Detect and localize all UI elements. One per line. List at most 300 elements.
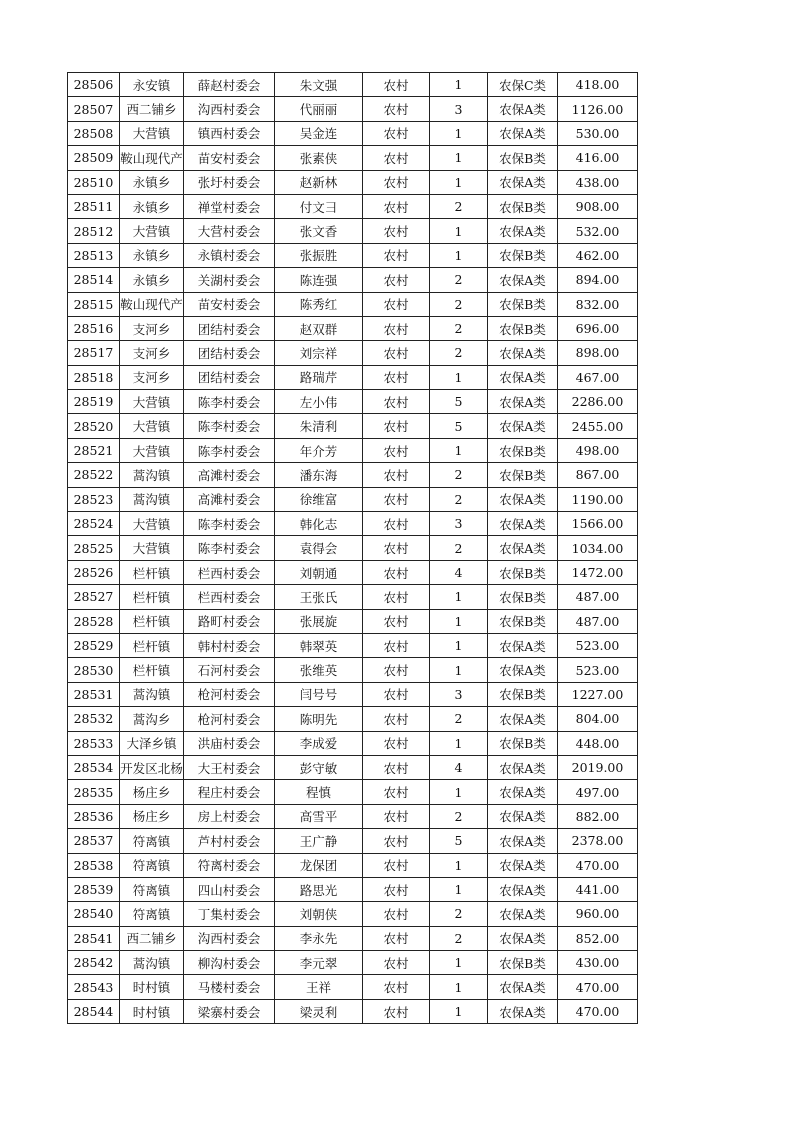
area-type-cell: 农村 [363, 731, 430, 755]
insurance-category-cell: 农保A类 [488, 829, 558, 853]
village-committee-cell: 团结村委会 [184, 341, 275, 365]
household-count-cell: 2 [430, 804, 488, 828]
village-committee-cell: 苗安村委会 [184, 292, 275, 316]
table-row [68, 560, 638, 584]
person-name-cell: 彭守敏 [275, 755, 363, 779]
household-count-cell: 1 [430, 658, 488, 682]
amount-cell: 867.00 [558, 463, 638, 487]
area-type-cell: 农村 [363, 170, 430, 194]
table-row [68, 463, 638, 487]
record-id-cell: 28541 [68, 926, 120, 950]
village-committee-cell: 团结村委会 [184, 365, 275, 389]
record-id-cell: 28534 [68, 755, 120, 779]
amount-cell: 2286.00 [558, 390, 638, 414]
insurance-category-cell: 农保B类 [488, 438, 558, 462]
person-name-cell: 王张氏 [275, 585, 363, 609]
table-row [68, 951, 638, 975]
record-id-cell: 28531 [68, 682, 120, 706]
town-cell: 永镇乡 [120, 268, 184, 292]
insurance-category-cell: 农保A类 [488, 390, 558, 414]
amount-cell: 416.00 [558, 146, 638, 170]
area-type-cell: 农村 [363, 877, 430, 901]
person-name-cell: 刘宗祥 [275, 341, 363, 365]
town-cell: 大营镇 [120, 536, 184, 560]
town-cell: 开发区北杨 [120, 755, 184, 779]
area-type-cell: 农村 [363, 316, 430, 340]
household-count-cell: 2 [430, 341, 488, 365]
town-cell: 大营镇 [120, 390, 184, 414]
amount-cell: 1190.00 [558, 487, 638, 511]
town-cell: 栏杆镇 [120, 585, 184, 609]
person-name-cell: 程慎 [275, 780, 363, 804]
person-name-cell: 朱清利 [275, 414, 363, 438]
insurance-category-cell: 农保B类 [488, 682, 558, 706]
area-type-cell: 农村 [363, 146, 430, 170]
area-type-cell: 农村 [363, 975, 430, 999]
village-committee-cell: 梁寨村委会 [184, 999, 275, 1023]
town-cell: 符离镇 [120, 902, 184, 926]
area-type-cell: 农村 [363, 292, 430, 316]
area-type-cell: 农村 [363, 560, 430, 584]
insurance-category-cell: 农保B类 [488, 731, 558, 755]
person-name-cell: 张展旋 [275, 609, 363, 633]
town-cell: 大营镇 [120, 512, 184, 536]
town-cell: 鞍山现代产 [120, 292, 184, 316]
area-type-cell: 农村 [363, 902, 430, 926]
person-name-cell: 龙保团 [275, 853, 363, 877]
household-count-cell: 5 [430, 414, 488, 438]
village-committee-cell: 苗安村委会 [184, 146, 275, 170]
person-name-cell: 张维英 [275, 658, 363, 682]
area-type-cell: 农村 [363, 658, 430, 682]
amount-cell: 1034.00 [558, 536, 638, 560]
record-id-cell: 28522 [68, 463, 120, 487]
person-name-cell: 王祥 [275, 975, 363, 999]
insurance-category-cell: 农保A类 [488, 487, 558, 511]
household-count-cell: 2 [430, 268, 488, 292]
household-count-cell: 3 [430, 97, 488, 121]
town-cell: 栏杆镇 [120, 658, 184, 682]
village-committee-cell: 陈李村委会 [184, 438, 275, 462]
town-cell: 符离镇 [120, 877, 184, 901]
record-id-cell: 28508 [68, 121, 120, 145]
area-type-cell: 农村 [363, 829, 430, 853]
village-committee-cell: 程庄村委会 [184, 780, 275, 804]
insurance-category-cell: 农保B类 [488, 463, 558, 487]
record-id-cell: 28526 [68, 560, 120, 584]
insurance-category-cell: 农保A类 [488, 658, 558, 682]
insurance-category-cell: 农保B类 [488, 243, 558, 267]
household-count-cell: 2 [430, 487, 488, 511]
records-table [67, 72, 638, 1024]
area-type-cell: 农村 [363, 707, 430, 731]
amount-cell: 441.00 [558, 877, 638, 901]
amount-cell: 1227.00 [558, 682, 638, 706]
insurance-category-cell: 农保A类 [488, 97, 558, 121]
village-committee-cell: 马楼村委会 [184, 975, 275, 999]
record-id-cell: 28539 [68, 877, 120, 901]
town-cell: 支河乡 [120, 316, 184, 340]
insurance-category-cell: 农保A类 [488, 633, 558, 657]
insurance-category-cell: 农保A类 [488, 999, 558, 1023]
household-count-cell: 5 [430, 829, 488, 853]
table-row [68, 585, 638, 609]
household-count-cell: 2 [430, 463, 488, 487]
person-name-cell: 李成爱 [275, 731, 363, 755]
record-id-cell: 28521 [68, 438, 120, 462]
area-type-cell: 农村 [363, 73, 430, 97]
table-row [68, 658, 638, 682]
household-count-cell: 2 [430, 292, 488, 316]
insurance-category-cell: 农保B类 [488, 316, 558, 340]
person-name-cell: 朱文强 [275, 73, 363, 97]
village-committee-cell: 陈李村委会 [184, 536, 275, 560]
record-id-cell: 28529 [68, 633, 120, 657]
person-name-cell: 陈明先 [275, 707, 363, 731]
insurance-category-cell: 农保B类 [488, 292, 558, 316]
record-id-cell: 28514 [68, 268, 120, 292]
town-cell: 永镇乡 [120, 170, 184, 194]
town-cell: 杨庄乡 [120, 780, 184, 804]
household-count-cell: 2 [430, 316, 488, 340]
village-committee-cell: 团结村委会 [184, 316, 275, 340]
table-row [68, 902, 638, 926]
town-cell: 栏杆镇 [120, 560, 184, 584]
amount-cell: 498.00 [558, 438, 638, 462]
amount-cell: 523.00 [558, 633, 638, 657]
insurance-category-cell: 农保A类 [488, 536, 558, 560]
record-id-cell: 28524 [68, 512, 120, 536]
record-id-cell: 28520 [68, 414, 120, 438]
household-count-cell: 1 [430, 121, 488, 145]
person-name-cell: 韩翠英 [275, 633, 363, 657]
town-cell: 栏杆镇 [120, 633, 184, 657]
town-cell: 大营镇 [120, 219, 184, 243]
insurance-category-cell: 农保A类 [488, 341, 558, 365]
village-committee-cell: 镇西村委会 [184, 121, 275, 145]
village-committee-cell: 薛赵村委会 [184, 73, 275, 97]
record-id-cell: 28544 [68, 999, 120, 1023]
household-count-cell: 1 [430, 146, 488, 170]
table-row [68, 804, 638, 828]
table-row [68, 877, 638, 901]
amount-cell: 1126.00 [558, 97, 638, 121]
person-name-cell: 左小伟 [275, 390, 363, 414]
insurance-category-cell: 农保C类 [488, 73, 558, 97]
area-type-cell: 农村 [363, 219, 430, 243]
area-type-cell: 农村 [363, 585, 430, 609]
village-committee-cell: 芦村村委会 [184, 829, 275, 853]
household-count-cell: 1 [430, 999, 488, 1023]
village-committee-cell: 栏西村委会 [184, 560, 275, 584]
amount-cell: 2019.00 [558, 755, 638, 779]
area-type-cell: 农村 [363, 755, 430, 779]
village-committee-cell: 丁集村委会 [184, 902, 275, 926]
area-type-cell: 农村 [363, 999, 430, 1023]
table-row [68, 536, 638, 560]
amount-cell: 462.00 [558, 243, 638, 267]
town-cell: 栏杆镇 [120, 609, 184, 633]
insurance-category-cell: 农保B类 [488, 146, 558, 170]
record-id-cell: 28512 [68, 219, 120, 243]
insurance-category-cell: 农保A类 [488, 365, 558, 389]
household-count-cell: 2 [430, 926, 488, 950]
person-name-cell: 王广静 [275, 829, 363, 853]
area-type-cell: 农村 [363, 780, 430, 804]
person-name-cell: 刘朝侠 [275, 902, 363, 926]
table-row [68, 390, 638, 414]
amount-cell: 470.00 [558, 975, 638, 999]
village-committee-cell: 高滩村委会 [184, 487, 275, 511]
insurance-category-cell: 农保A类 [488, 219, 558, 243]
town-cell: 蒿沟镇 [120, 951, 184, 975]
insurance-category-cell: 农保A类 [488, 975, 558, 999]
record-id-cell: 28542 [68, 951, 120, 975]
amount-cell: 487.00 [558, 609, 638, 633]
village-committee-cell: 高滩村委会 [184, 463, 275, 487]
person-name-cell: 年介芳 [275, 438, 363, 462]
area-type-cell: 农村 [363, 682, 430, 706]
record-id-cell: 28511 [68, 194, 120, 218]
household-count-cell: 2 [430, 902, 488, 926]
record-id-cell: 28527 [68, 585, 120, 609]
person-name-cell: 代丽丽 [275, 97, 363, 121]
insurance-category-cell: 农保A类 [488, 414, 558, 438]
table-row [68, 926, 638, 950]
amount-cell: 882.00 [558, 804, 638, 828]
town-cell: 蒿沟镇 [120, 682, 184, 706]
table-row [68, 682, 638, 706]
town-cell: 大营镇 [120, 414, 184, 438]
person-name-cell: 张文香 [275, 219, 363, 243]
amount-cell: 467.00 [558, 365, 638, 389]
insurance-category-cell: 农保A类 [488, 926, 558, 950]
village-committee-cell: 路町村委会 [184, 609, 275, 633]
area-type-cell: 农村 [363, 804, 430, 828]
person-name-cell: 高雪平 [275, 804, 363, 828]
record-id-cell: 28525 [68, 536, 120, 560]
insurance-category-cell: 农保B类 [488, 560, 558, 584]
record-id-cell: 28519 [68, 390, 120, 414]
insurance-category-cell: 农保B类 [488, 585, 558, 609]
amount-cell: 430.00 [558, 951, 638, 975]
insurance-category-cell: 农保B类 [488, 951, 558, 975]
household-count-cell: 1 [430, 951, 488, 975]
insurance-category-cell: 农保A类 [488, 268, 558, 292]
town-cell: 大营镇 [120, 121, 184, 145]
table-row [68, 755, 638, 779]
village-committee-cell: 大营村委会 [184, 219, 275, 243]
person-name-cell: 韩化志 [275, 512, 363, 536]
town-cell: 支河乡 [120, 341, 184, 365]
table-row [68, 853, 638, 877]
insurance-category-cell: 农保A类 [488, 121, 558, 145]
amount-cell: 523.00 [558, 658, 638, 682]
area-type-cell: 农村 [363, 633, 430, 657]
household-count-cell: 1 [430, 633, 488, 657]
town-cell: 鞍山现代产 [120, 146, 184, 170]
household-count-cell: 1 [430, 585, 488, 609]
table-row [68, 780, 638, 804]
person-name-cell: 陈秀红 [275, 292, 363, 316]
village-committee-cell: 石河村委会 [184, 658, 275, 682]
town-cell: 蒿沟镇 [120, 463, 184, 487]
area-type-cell: 农村 [363, 512, 430, 536]
record-id-cell: 28510 [68, 170, 120, 194]
town-cell: 符离镇 [120, 853, 184, 877]
person-name-cell: 李元翠 [275, 951, 363, 975]
area-type-cell: 农村 [363, 243, 430, 267]
table-row [68, 341, 638, 365]
household-count-cell: 1 [430, 170, 488, 194]
table-row [68, 292, 638, 316]
table-row [68, 121, 638, 145]
person-name-cell: 刘朝通 [275, 560, 363, 584]
person-name-cell: 潘东海 [275, 463, 363, 487]
town-cell: 永镇乡 [120, 243, 184, 267]
record-id-cell: 28516 [68, 316, 120, 340]
village-committee-cell: 陈李村委会 [184, 512, 275, 536]
record-id-cell: 28530 [68, 658, 120, 682]
record-id-cell: 28543 [68, 975, 120, 999]
amount-cell: 532.00 [558, 219, 638, 243]
household-count-cell: 1 [430, 365, 488, 389]
village-committee-cell: 沟西村委会 [184, 926, 275, 950]
person-name-cell: 路瑞芹 [275, 365, 363, 389]
village-committee-cell: 禅堂村委会 [184, 194, 275, 218]
household-count-cell: 1 [430, 853, 488, 877]
area-type-cell: 农村 [363, 268, 430, 292]
table-row [68, 316, 638, 340]
table-row [68, 73, 638, 97]
area-type-cell: 农村 [363, 365, 430, 389]
village-committee-cell: 韩村村委会 [184, 633, 275, 657]
person-name-cell: 赵双群 [275, 316, 363, 340]
area-type-cell: 农村 [363, 121, 430, 145]
household-count-cell: 1 [430, 243, 488, 267]
record-id-cell: 28518 [68, 365, 120, 389]
town-cell: 时村镇 [120, 999, 184, 1023]
table-row [68, 97, 638, 121]
insurance-category-cell: 农保A类 [488, 853, 558, 877]
household-count-cell: 2 [430, 707, 488, 731]
record-id-cell: 28533 [68, 731, 120, 755]
area-type-cell: 农村 [363, 926, 430, 950]
person-name-cell: 徐维富 [275, 487, 363, 511]
amount-cell: 2455.00 [558, 414, 638, 438]
record-id-cell: 28513 [68, 243, 120, 267]
record-id-cell: 28537 [68, 829, 120, 853]
household-count-cell: 1 [430, 438, 488, 462]
insurance-category-cell: 农保A类 [488, 877, 558, 901]
amount-cell: 470.00 [558, 999, 638, 1023]
person-name-cell: 张素侠 [275, 146, 363, 170]
record-id-cell: 28538 [68, 853, 120, 877]
village-committee-cell: 四山村委会 [184, 877, 275, 901]
amount-cell: 1566.00 [558, 512, 638, 536]
village-committee-cell: 房上村委会 [184, 804, 275, 828]
town-cell: 符离镇 [120, 829, 184, 853]
village-committee-cell: 沟西村委会 [184, 97, 275, 121]
insurance-category-cell: 农保A类 [488, 780, 558, 804]
table-row [68, 829, 638, 853]
town-cell: 时村镇 [120, 975, 184, 999]
area-type-cell: 农村 [363, 536, 430, 560]
table-row [68, 268, 638, 292]
village-committee-cell: 洪庙村委会 [184, 731, 275, 755]
insurance-category-cell: 农保A类 [488, 170, 558, 194]
village-committee-cell: 枪河村委会 [184, 682, 275, 706]
person-name-cell: 陈连强 [275, 268, 363, 292]
town-cell: 永镇乡 [120, 194, 184, 218]
household-count-cell: 4 [430, 560, 488, 584]
town-cell: 大泽乡镇 [120, 731, 184, 755]
area-type-cell: 农村 [363, 853, 430, 877]
area-type-cell: 农村 [363, 390, 430, 414]
household-count-cell: 1 [430, 731, 488, 755]
area-type-cell: 农村 [363, 951, 430, 975]
table-row [68, 243, 638, 267]
town-cell: 杨庄乡 [120, 804, 184, 828]
amount-cell: 487.00 [558, 585, 638, 609]
amount-cell: 804.00 [558, 707, 638, 731]
area-type-cell: 农村 [363, 341, 430, 365]
amount-cell: 898.00 [558, 341, 638, 365]
area-type-cell: 农村 [363, 438, 430, 462]
amount-cell: 832.00 [558, 292, 638, 316]
amount-cell: 530.00 [558, 121, 638, 145]
table-row [68, 146, 638, 170]
person-name-cell: 张振胜 [275, 243, 363, 267]
area-type-cell: 农村 [363, 97, 430, 121]
table-row [68, 414, 638, 438]
town-cell: 永安镇 [120, 73, 184, 97]
area-type-cell: 农村 [363, 463, 430, 487]
table-row [68, 999, 638, 1023]
table-row [68, 219, 638, 243]
table-row [68, 707, 638, 731]
table-row [68, 487, 638, 511]
household-count-cell: 1 [430, 780, 488, 804]
household-count-cell: 1 [430, 73, 488, 97]
person-name-cell: 袁得会 [275, 536, 363, 560]
household-count-cell: 3 [430, 682, 488, 706]
insurance-category-cell: 农保B类 [488, 194, 558, 218]
village-committee-cell: 陈李村委会 [184, 414, 275, 438]
household-count-cell: 1 [430, 219, 488, 243]
area-type-cell: 农村 [363, 194, 430, 218]
person-name-cell: 梁灵利 [275, 999, 363, 1023]
insurance-category-cell: 农保A类 [488, 755, 558, 779]
amount-cell: 696.00 [558, 316, 638, 340]
village-committee-cell: 柳沟村委会 [184, 951, 275, 975]
village-committee-cell: 永镇村委会 [184, 243, 275, 267]
village-committee-cell: 栏西村委会 [184, 585, 275, 609]
household-count-cell: 4 [430, 755, 488, 779]
household-count-cell: 1 [430, 975, 488, 999]
insurance-category-cell: 农保B类 [488, 609, 558, 633]
table-row [68, 731, 638, 755]
town-cell: 西二铺乡 [120, 926, 184, 950]
area-type-cell: 农村 [363, 609, 430, 633]
person-name-cell: 李永先 [275, 926, 363, 950]
amount-cell: 1472.00 [558, 560, 638, 584]
record-id-cell: 28532 [68, 707, 120, 731]
table-row [68, 194, 638, 218]
table-row [68, 975, 638, 999]
amount-cell: 470.00 [558, 853, 638, 877]
household-count-cell: 1 [430, 877, 488, 901]
